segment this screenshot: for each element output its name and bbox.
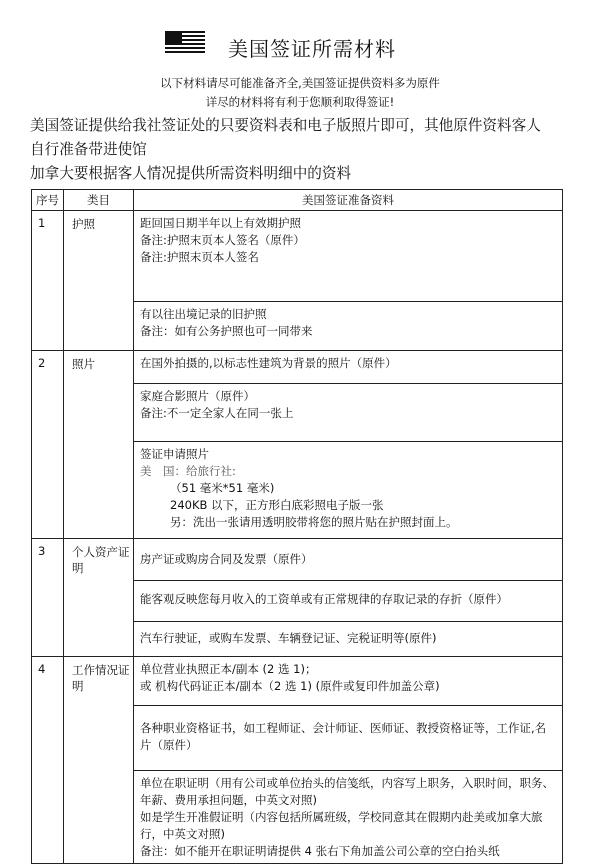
content-block [134,706,562,771]
header-materials: 美国签证准备资料 [134,190,563,211]
materials-table [31,189,563,864]
text-line: （51 毫米*51 毫米) [170,481,275,495]
content-block [134,581,562,622]
text-line: 房产证或购房合同及发票（原件） [140,552,313,566]
row-content [134,657,563,864]
text-line: 备注:不一定全家人在同一张上 [140,406,294,420]
row-content [134,211,563,351]
text-line: 美 国：给旅行社: [140,464,236,478]
text-line: 距回国日期半年以上有效期护照 [140,216,301,230]
content-block [134,384,562,442]
row-category: 工作情况证明 [64,657,134,864]
text-line: 240KB 以下，正方形白底彩照电子版一张 [170,498,384,512]
content-block [134,539,562,581]
row-number: 1 [32,211,64,351]
text-line: 备注：如不能开在职证明请提供 4 张右下角加盖公司公章的空白抬头纸 [140,844,500,858]
row-content [134,351,563,539]
text-line: 或 机构代码证正本/副本（2 选 1) (原件或复印件加盖公章) [140,679,440,693]
row-category: 护照 [64,211,134,351]
text-line: 在国外拍摄的,以标志性建筑为背景的照片（原件） [140,356,397,370]
text-line: 备注：如有公务护照也可一同带来 [140,324,313,338]
text-line: 各种职业资格证书，如工程师证、会计师证、医师证、教授资格证等，工作证,名片（原件） [140,721,547,752]
table-header-row [32,190,563,211]
row-content [134,539,563,657]
header-number: 序号 [32,190,64,211]
text-line: 家庭合影照片（原件） [140,389,255,403]
content-block [134,442,562,538]
table-row [32,539,563,657]
text-line: 签证申请照片 [140,447,209,461]
intro-line-2: 自行准备带进使馆 [30,141,147,158]
text-line: 有以往出境记录的旧护照 [140,307,267,321]
row-number: 3 [32,539,64,657]
text-line: 汽车行驶证，或购车发票、车辆登记证、完税证明等(原件) [140,631,437,645]
content-block [134,657,562,706]
row-number: 2 [32,351,64,539]
intro-line-3: 加拿大要根据客人情况提供所需资料明细中的资料 [30,165,352,182]
page-title: 美国签证所需材料 [228,37,396,61]
table-row [32,211,563,351]
intro-line-1: 美国签证提供给我社签证处的只要资料表和电子版照片即可，其他原件资料客人 [30,117,541,134]
row-category: 个人资产证明 [64,539,134,657]
table-row [32,351,563,539]
content-block [134,622,562,656]
subtitle-line-1: 以下材料请尽可能准备齐全,美国签证提供资料多为原件 [160,76,440,90]
us-flag-icon [165,31,205,55]
row-number: 4 [32,657,64,864]
row-category: 照片 [64,351,134,539]
text-line: 备注:护照末页本人签名 [140,250,259,264]
header-category: 类目 [64,190,134,211]
table-row [32,657,563,864]
text-line: 能客观反映您每月收入的工资单或有正常规律的存取记录的存折（原件） [140,592,508,606]
text-line: 单位在职证明（用有公司或单位抬头的信笺纸，内容写上职务，入职时间，职务、年薪、费用承担问题，中英文对照) [140,776,554,807]
content-block [134,302,562,350]
text-line: 备注:护照末页本人签名（原件） [140,233,305,247]
subtitle-line-2: 详尽的材料将有利于您顺利取得签证! [205,95,395,109]
text-line: 单位营业执照正本/副本 (2 选 1)； [140,662,317,676]
text-line: 如是学生开准假证明（内容包括所属班级，学校同意其在假期内赴美或加拿大旅行，中英文对照) [140,810,543,841]
content-block [134,771,562,863]
content-block [134,351,562,384]
content-block [134,211,562,302]
text-line: 另：洗出一张请用透明胶带将您的照片贴在护照封面上。 [170,515,458,529]
